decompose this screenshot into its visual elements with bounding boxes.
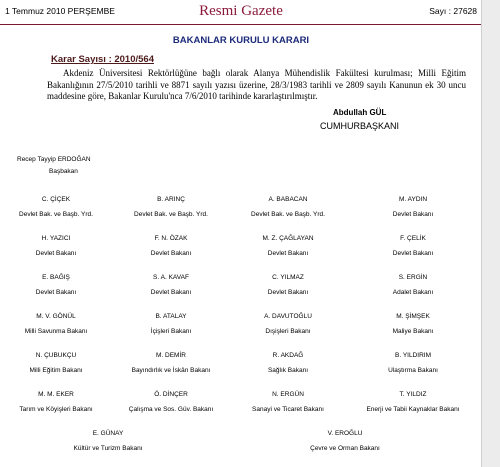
minister-name: F. ÇELİK xyxy=(400,235,426,242)
header-issue: Sayı : 27628 xyxy=(429,6,477,16)
minister-title: Devlet Bakanı xyxy=(392,250,434,257)
minister-signature xyxy=(0,234,116,258)
minister-title: Ulaştırma Bakanı xyxy=(388,367,438,374)
minister-title: İçişleri Bakanı xyxy=(150,328,192,335)
minister-name: C. YILMAZ xyxy=(272,274,304,281)
president-name: Abdullah GÜL xyxy=(333,108,387,117)
minister-title: Çalışma ve Sos. Güv. Bakanı xyxy=(128,406,214,413)
minister-signature xyxy=(353,234,473,258)
minister-signature xyxy=(285,429,405,453)
minister-name: M. V. GÖNÜL xyxy=(36,313,76,320)
minister-name: M. ŞİMŞEK xyxy=(396,313,430,320)
minister-title: Bayındırlık ve İskân Bakanı xyxy=(131,367,211,374)
minister-signature xyxy=(48,429,168,453)
minister-name: M. DEMİR xyxy=(156,352,186,359)
minister-signature xyxy=(228,234,348,258)
minister-name: A. BABACAN xyxy=(268,196,308,203)
minister-title: Devlet Bak. ve Başb. Yrd. xyxy=(134,211,208,218)
minister-title: Devlet Bakanı xyxy=(267,289,309,296)
minister-name: A. DAVUTOĞLU xyxy=(264,313,312,320)
minister-title: Devlet Bakanı xyxy=(35,289,77,296)
minister-signature xyxy=(111,234,231,258)
minister-name: B. ATALAY xyxy=(155,313,187,320)
minister-name: H. YAZICI xyxy=(41,235,71,242)
minister-signature xyxy=(228,273,348,297)
minister-signature xyxy=(353,195,473,219)
minister-name: B. YILDIRIM xyxy=(394,352,431,359)
minister-name: M. Z. ÇAĞLAYAN xyxy=(262,235,314,242)
minister-title: Devlet Bakanı xyxy=(150,250,192,257)
decision-body xyxy=(47,68,466,103)
minister-title: Devlet Bakanı xyxy=(150,289,192,296)
header-rule xyxy=(0,24,482,25)
minister-name: Ö. DİNÇER xyxy=(154,391,188,398)
decision-body-text: Akdeniz Üniversitesi Rektörlüğüne bağlı olarak Alanya Mühendislik Fakültesi kurulması; Milli Eğitim Bakanlığının 27/5/2010 tarihli ve 8871 sayılı yazısı üzerine, 28/3/1983 tarihli ve 2809 sayılı Kanunun ek 30 uncu maddesine göre, Bakanlar Kurulu'nca 7/6/2010 tarihinde kararlaştırılmıştır. xyxy=(47,68,466,101)
minister-signature xyxy=(0,312,116,336)
minister-name: V. EROĞLU xyxy=(327,430,363,437)
minister-title: Milli Eğitim Bakanı xyxy=(29,367,83,374)
minister-signature xyxy=(353,390,473,414)
minister-title: Adalet Bakanı xyxy=(392,289,434,296)
header-title: Resmi Gazete xyxy=(199,3,283,19)
minister-signature xyxy=(353,312,473,336)
minister-name: M. AYDIN xyxy=(398,196,428,203)
prime-minister-name: Recep Tayyip ERDOĞAN xyxy=(17,156,91,163)
minister-signature xyxy=(111,312,231,336)
minister-signature xyxy=(0,390,116,414)
minister-title: Devlet Bakanı xyxy=(35,250,77,257)
minister-name: S. ERGİN xyxy=(398,274,428,281)
minister-title: Devlet Bak. ve Başb. Yrd. xyxy=(251,211,325,218)
decision-number: Karar Sayısı : 2010/564 xyxy=(51,54,154,65)
minister-title: Devlet Bakanı xyxy=(392,211,434,218)
minister-name: T. YILDIZ xyxy=(399,391,427,398)
minister-name: S. A. KAVAF xyxy=(153,274,189,281)
minister-name: C. ÇİÇEK xyxy=(41,196,71,203)
minister-name: N. ERGÜN xyxy=(272,391,304,398)
minister-signature xyxy=(228,312,348,336)
minister-signature xyxy=(111,273,231,297)
minister-signature xyxy=(353,351,473,375)
minister-signature xyxy=(228,195,348,219)
vertical-scrollbar[interactable] xyxy=(481,0,500,467)
minister-signature xyxy=(0,351,116,375)
minister-name: B. ARINÇ xyxy=(157,196,185,203)
minister-signature xyxy=(111,390,231,414)
minister-name: M. M. EKER xyxy=(38,391,74,398)
minister-signature xyxy=(111,351,231,375)
header-date: 1 Temmuz 2010 PERŞEMBE xyxy=(5,6,115,16)
document-heading: BAKANLAR KURULU KARARI xyxy=(172,35,310,46)
minister-name: F. N. ÖZAK xyxy=(154,235,188,242)
minister-name: N. ÇUBUKÇU xyxy=(35,352,77,359)
minister-signature xyxy=(228,390,348,414)
minister-signature xyxy=(228,351,348,375)
minister-title: Maliye Bakanı xyxy=(392,328,434,335)
minister-signature xyxy=(111,195,231,219)
minister-title: Kültür ve Turizm Bakanı xyxy=(73,445,143,452)
minister-title: Milli Savunma Bakanı xyxy=(24,328,88,335)
minister-name: E. BAĞIŞ xyxy=(42,274,70,281)
minister-signature xyxy=(353,273,473,297)
prime-minister-title: Başbakan xyxy=(49,168,78,175)
minister-title: Sağlık Bakanı xyxy=(267,367,309,374)
minister-title: Çevre ve Orman Bakanı xyxy=(310,445,380,452)
president-title: CUMHURBAŞKANI xyxy=(320,121,400,131)
minister-signature xyxy=(0,273,116,297)
minister-name: E. GÜNAY xyxy=(92,430,124,437)
minister-title: Devlet Bakanı xyxy=(267,250,309,257)
minister-signature xyxy=(0,195,116,219)
minister-title: Enerji ve Tabii Kaynaklar Bakanı xyxy=(366,406,460,413)
minister-title: Sanayi ve Ticaret Bakanı xyxy=(252,406,324,413)
minister-title: Devlet Bak. ve Başb. Yrd. xyxy=(19,211,93,218)
minister-name: R. AKDAĞ xyxy=(272,352,304,359)
minister-title: Dışişleri Bakanı xyxy=(265,328,311,335)
minister-title: Tarım ve Köyişleri Bakanı xyxy=(19,406,93,413)
